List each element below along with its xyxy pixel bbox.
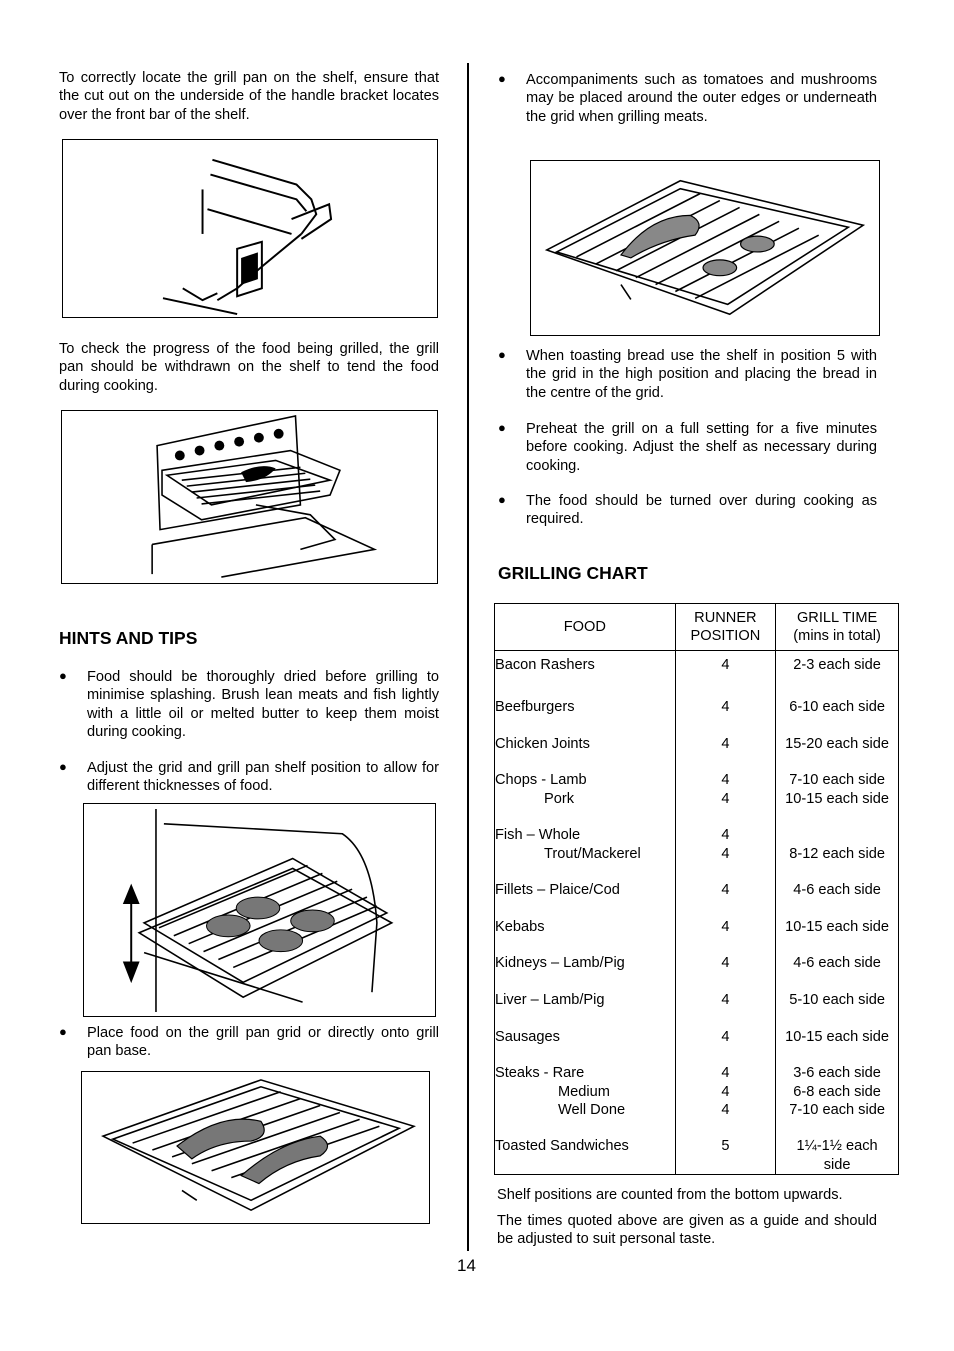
time-kidneys: 4-6 each side	[793, 955, 881, 972]
header-runner-line2: POSITION	[690, 628, 761, 644]
note-times-guide: The times quoted above are given as a guide and should be adjusted to suit personal taste.	[497, 1213, 877, 1248]
food-steaks-welldone: Well Done	[558, 1101, 626, 1118]
pos-sausages: 4	[721, 1028, 730, 1045]
food-steaks-medium: Medium	[558, 1083, 610, 1100]
time-beefburgers: 6-10 each side	[789, 699, 885, 716]
food-fish-trout: Trout/Mackerel	[544, 845, 641, 862]
accompaniments-illustration	[531, 161, 879, 335]
header-grill-time	[776, 604, 899, 651]
header-food: FOOD	[495, 604, 676, 651]
figure-grid-adjust	[83, 803, 436, 1017]
pos-fish-whole: 4	[721, 827, 730, 844]
pos-fish-trout: 4	[721, 845, 730, 862]
bullet-dot: ●	[498, 420, 506, 435]
pos-toasted-sandwiches: 5	[721, 1138, 730, 1155]
time-fillets: 4-6 each side	[793, 882, 881, 899]
food-toasted-sandwiches: Toasted Sandwiches	[495, 1138, 629, 1155]
pos-steaks-welldone: 4	[721, 1101, 730, 1118]
pos-chops-pork: 4	[721, 790, 730, 807]
table-row	[495, 651, 899, 1175]
time-chops-lamb: 7-10 each side	[789, 772, 885, 789]
time-chicken: 15-20 each side	[785, 735, 890, 752]
hint-1: Food should be thoroughly dried before grilling to minimise splashing. Brush lean meats and fish lightly with a little oil or melted butter to keep them moist during cooking.	[87, 669, 439, 740]
food-kidneys: Kidneys – Lamb/Pig	[495, 955, 625, 972]
note-shelf-positions: Shelf positions are counted from the bottom upwards.	[497, 1187, 843, 1203]
time-steaks-medium: 6-8 each side	[793, 1083, 881, 1100]
figure-grill-pan-handle	[62, 139, 438, 318]
header-runner-line1: RUNNER	[694, 609, 757, 626]
pos-steaks-medium: 4	[721, 1083, 730, 1100]
table-header-row	[495, 604, 899, 651]
header-runner-position	[675, 604, 776, 651]
time-steaks-rare: 3-6 each side	[793, 1065, 881, 1082]
position-column	[675, 651, 776, 1175]
time-steaks-welldone: 7-10 each side	[789, 1101, 885, 1118]
food-on-grid-illustration	[82, 1072, 429, 1223]
page-number: 14	[457, 1256, 476, 1275]
figure-food-on-grid	[81, 1071, 430, 1224]
pos-chops-lamb: 4	[721, 772, 730, 789]
food-column	[495, 651, 676, 1175]
pos-beefburgers: 4	[721, 699, 730, 716]
grill-pan-withdrawn-illustration	[62, 411, 437, 583]
bullet-dot: ●	[498, 492, 506, 507]
pos-steaks-rare: 4	[721, 1065, 730, 1082]
intro-paragraph-2: To check the progress of the food being grilled, the grill pan should be withdrawn on the shelf to tend the food during cooking.	[59, 341, 439, 394]
hint-3: Place food on the grill pan grid or directly onto grill pan base.	[87, 1025, 439, 1060]
time-liver: 5-10 each side	[789, 992, 885, 1009]
food-bacon: Bacon Rashers	[495, 657, 595, 673]
time-toasted-sandwiches-2: side	[823, 1156, 851, 1173]
pos-liver: 4	[721, 992, 730, 1009]
intro-paragraph-1: To correctly locate the grill pan on the shelf, ensure that the cut out on the underside of the handle bracket locates over the front bar of the shelf.	[59, 70, 439, 123]
bullet-dot: ●	[59, 668, 67, 683]
bullet-dot: ●	[59, 1024, 67, 1039]
food-sausages: Sausages	[495, 1028, 560, 1045]
pos-kidneys: 4	[721, 955, 730, 972]
tip-accompaniments: Accompaniments such as tomatoes and mushrooms may be placed around the outer edges or underneath the grid when grilling meats.	[526, 72, 877, 125]
grill-pan-handle-illustration	[63, 140, 437, 317]
pos-fillets: 4	[721, 882, 730, 899]
grid-adjust-illustration	[84, 804, 435, 1016]
food-chops-pork: Pork	[544, 790, 575, 807]
grilling-chart-heading: GRILLING CHART	[498, 563, 648, 583]
tip-turn-food: The food should be turned over during cooking as required.	[526, 493, 877, 528]
time-fish-trout: 8-12 each side	[789, 845, 885, 862]
time-chops-pork: 10-15 each side	[785, 790, 890, 807]
food-chops: Chops - Lamb	[495, 772, 587, 789]
bullet-dot: ●	[59, 759, 67, 774]
time-bacon: 2-3 each side	[793, 657, 881, 673]
time-toasted-sandwiches: 1¼-1½ each	[796, 1138, 878, 1155]
food-steaks: Steaks - Rare	[495, 1065, 585, 1082]
bullet-dot: ●	[498, 71, 506, 86]
pos-kebabs: 4	[721, 918, 730, 935]
time-column	[776, 651, 899, 1175]
tip-toasting: When toasting bread use the shelf in position 5 with the grid in the high position and placing the bread in the centre of the grid.	[526, 348, 877, 401]
food-kebabs: Kebabs	[495, 918, 545, 935]
hints-heading: HINTS AND TIPS	[59, 628, 198, 648]
tip-preheat: Preheat the grill on a full setting for a five minutes before cooking. Adjust the shelf as necessary during cooking.	[526, 421, 877, 474]
food-fillets: Fillets – Plaice/Cod	[495, 882, 620, 899]
food-beefburgers: Beefburgers	[495, 699, 575, 716]
time-sausages: 10-15 each side	[785, 1028, 890, 1045]
figure-accompaniments	[530, 160, 880, 336]
food-fish: Fish – Whole	[495, 827, 581, 844]
pos-bacon: 4	[721, 657, 730, 673]
food-chicken: Chicken Joints	[495, 735, 590, 752]
grilling-chart-table	[494, 603, 899, 1175]
time-fish-whole	[776, 826, 898, 844]
column-divider	[467, 63, 469, 1251]
time-kebabs: 10-15 each side	[785, 918, 890, 935]
header-time-line1: GRILL TIME	[796, 609, 878, 626]
header-time-line2: (mins in total)	[793, 628, 881, 644]
pos-chicken: 4	[721, 735, 730, 752]
figure-grill-pan-withdrawn	[61, 410, 438, 584]
hint-2: Adjust the grid and grill pan shelf position to allow for different thicknesses of food.	[87, 760, 439, 795]
bullet-dot: ●	[498, 347, 506, 362]
food-liver: Liver – Lamb/Pig	[495, 992, 605, 1009]
